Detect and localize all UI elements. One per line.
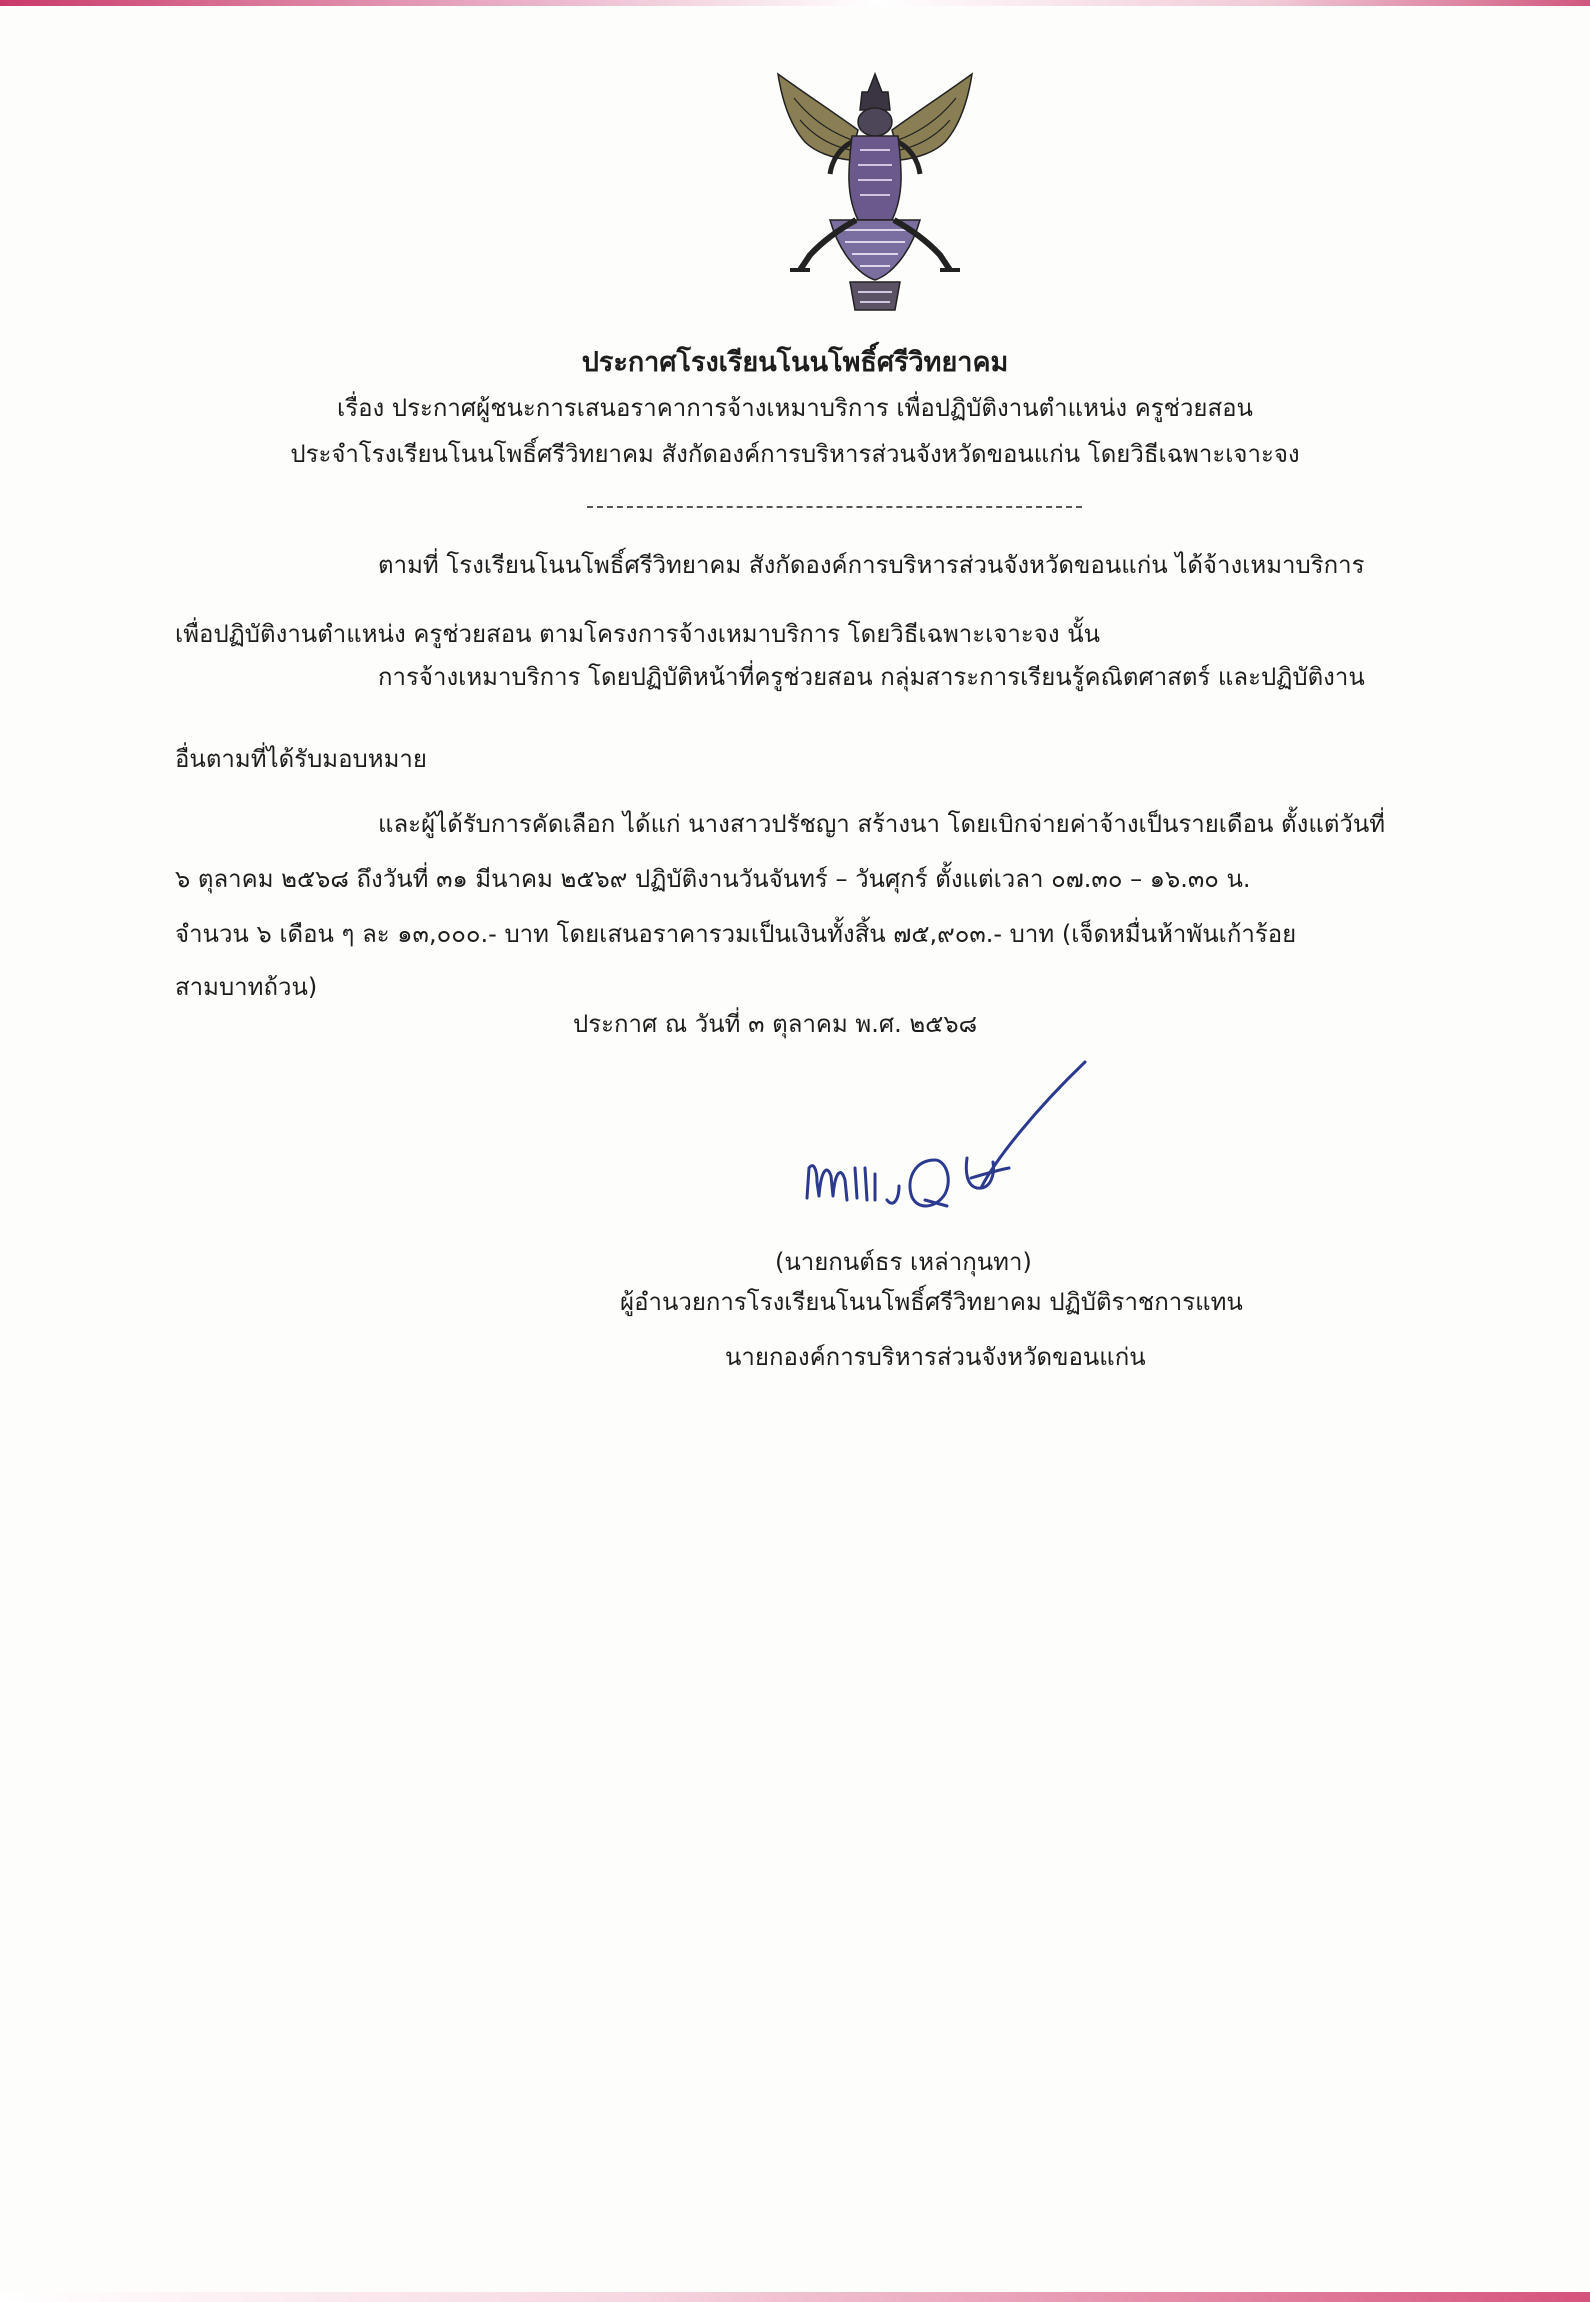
paragraph-1-line-1: ตามที่ โรงเรียนโนนโพธิ์ศรีวิทยาคม สังกัดองค์การบริหารส่วนจังหวัดขอนแก่น ได้จ้างเหมาบริการ (378, 551, 1365, 579)
page-edge-top (0, 0, 1590, 6)
paragraph-1-line-2: เพื่อปฏิบัติงานตำแหน่ง ครูช่วยสอน ตามโครงการจ้างเหมาบริการ โดยวิธีเฉพาะเจาะจง นั้น (175, 620, 1101, 648)
page-edge-bottom (0, 2292, 1590, 2302)
announcement-date: ประกาศ ณ วันที่ ๓ ตุลาคม พ.ศ. ๒๕๖๘ (573, 1010, 978, 1038)
paragraph-3-line-1: และผู้ได้รับการคัดเลือก ได้แก่ นางสาวปรัชญา สร้างนา โดยเบิกจ่ายค่าจ้างเป็นรายเดือน ตั้งแต่วันที่ (378, 810, 1386, 838)
paragraph-3-line-3: จำนวน ๖ เดือน ๆ ละ ๑๓,๐๐๐.- บาท โดยเสนอราคารวมเป็นเงินทั้งสิ้น ๗๕,๙๐๓.- บาท (เจ็ดหมื่นห้าพันเก้าร้อย (175, 920, 1297, 948)
document-title: ประกาศโรงเรียนโนนโพธิ์ศรีวิทยาคม (581, 347, 1009, 378)
handwritten-signature (795, 1050, 1095, 1250)
dashed-divider (587, 506, 1082, 508)
paragraph-3-line-4: สามบาทถ้วน) (175, 973, 318, 1001)
signer-position-line-1: ผู้อำนวยการโรงเรียนโนนโพธิ์ศรีวิทยาคม ปฏิบัติราชการแทน (620, 1288, 1243, 1316)
subject-line-1: เรื่อง ประกาศผู้ชนะการเสนอราคาการจ้างเหมาบริการ เพื่อปฏิบัติงานตำแหน่ง ครูช่วยสอน (337, 394, 1253, 422)
paragraph-2-line-1: การจ้างเหมาบริการ โดยปฏิบัติหน้าที่ครูช่วยสอน กลุ่มสาระการเรียนรู้คณิตศาสตร์ และปฏิบัติงาน (378, 663, 1365, 691)
paragraph-3-line-2: ๖ ตุลาคม ๒๕๖๘ ถึงวันที่ ๓๑ มีนาคม ๒๕๖๙ ปฏิบัติงานวันจันทร์ – วันศุกร์ ตั้งแต่เวลา ๐๗.๓๐ – ๑๖.๓๐ น. (175, 865, 1251, 893)
garuda-emblem-icon (760, 70, 990, 330)
signer-position-line-2: นายกองค์การบริหารส่วนจังหวัดขอนแก่น (725, 1343, 1146, 1371)
paragraph-2-line-2: อื่นตามที่ได้รับมอบหมาย (175, 745, 427, 773)
signer-name: (นายกนต์ธร เหล่ากุนทา) (775, 1248, 1032, 1276)
subject-line-2: ประจำโรงเรียนโนนโพธิ์ศรีวิทยาคม สังกัดองค์การบริหารส่วนจังหวัดขอนแก่น โดยวิธีเฉพาะเจาะจง (290, 440, 1300, 468)
